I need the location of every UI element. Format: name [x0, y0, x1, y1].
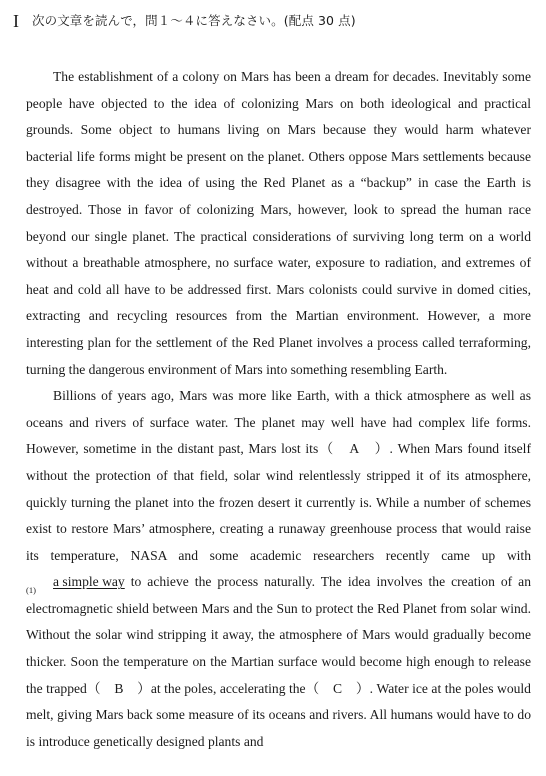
paragraph-2-part-a: Billions of years ago, Mars was more like Earth, with a thick atmosphere as well as oceans and rivers of surface water. The planet may well have had complex life forms. However, sometime in the distant past, Mars lost its	[26, 388, 531, 457]
blank-c: （ C ）	[305, 680, 370, 696]
section-roman-numeral: I	[13, 11, 19, 31]
underline-number: (1)	[26, 585, 36, 596]
underlined-phrase-1	[26, 569, 125, 596]
paragraph-2-part-b: . When Mars found itself without the protection of that field, solar wind relentlessly stripped it of its atmosphere, quickly turning the planet into the frozen desert it currently is. While a number of schemes exist to restore Mars’ atmosphere, creating a runaway greenhouse process that would raise its temperature, NASA and some academic researchers recently came up with	[26, 441, 531, 563]
paragraph-1: The establishment of a colony on Mars has been a dream for decades. Inevitably some people have objected to the idea of colonizing Mars on both ideological and practical grounds. Some object to humans living on Mars because they would harm whatever bacterial life forms might be present on the planet. Others oppose Mars settlements because they disagree with the idea of using the Red Planet as a “backup” in case the Earth is destroyed. Those in favor of colonizing Mars, however, look to spread the human race beyond our single planet. The practical considerations of surviving long term on a world without a breathable atmosphere, no surface water, exposure to radiation, and extremes of heat and cold all have to be addressed first. Mars colonists could survive in domed cities, extracting and recycling resources from the Martian environment. However, a more interesting plan for the settlement of the Red Planet involves a process called terraforming, turning the dangerous environment of Mars into something resembling Earth.	[26, 69, 531, 377]
blank-b: （ B ）	[86, 680, 151, 696]
question-instruction: 次の文章を読んで，問１～４に答えなさい。(配点 30 点)	[32, 13, 356, 28]
paragraph-2-part-d: at the poles, accelerating the	[150, 680, 306, 696]
underlined-phrase-text: a simple way	[53, 574, 125, 590]
reading-passage	[26, 64, 531, 755]
blank-a: （ A ）	[318, 441, 390, 457]
paragraph-2	[26, 383, 531, 755]
paragraph-2-part-e: . Water ice at the poles would melt, giving Mars back some measure of its oceans and rivers. All humans would have to do is introduce genetically designed plants and	[26, 680, 531, 749]
question-header	[13, 11, 356, 31]
paragraph-2-part-c: to achieve the process naturally. The idea involves the creation of an electromagnetic shield between Mars and the Sun to protect the Red Planet from solar wind. Without the solar wind stripping it away, the atmosphere of Mars would gradually become thicker. Soon the temperature on the Martian surface would become high enough to release the trapped	[26, 574, 532, 696]
